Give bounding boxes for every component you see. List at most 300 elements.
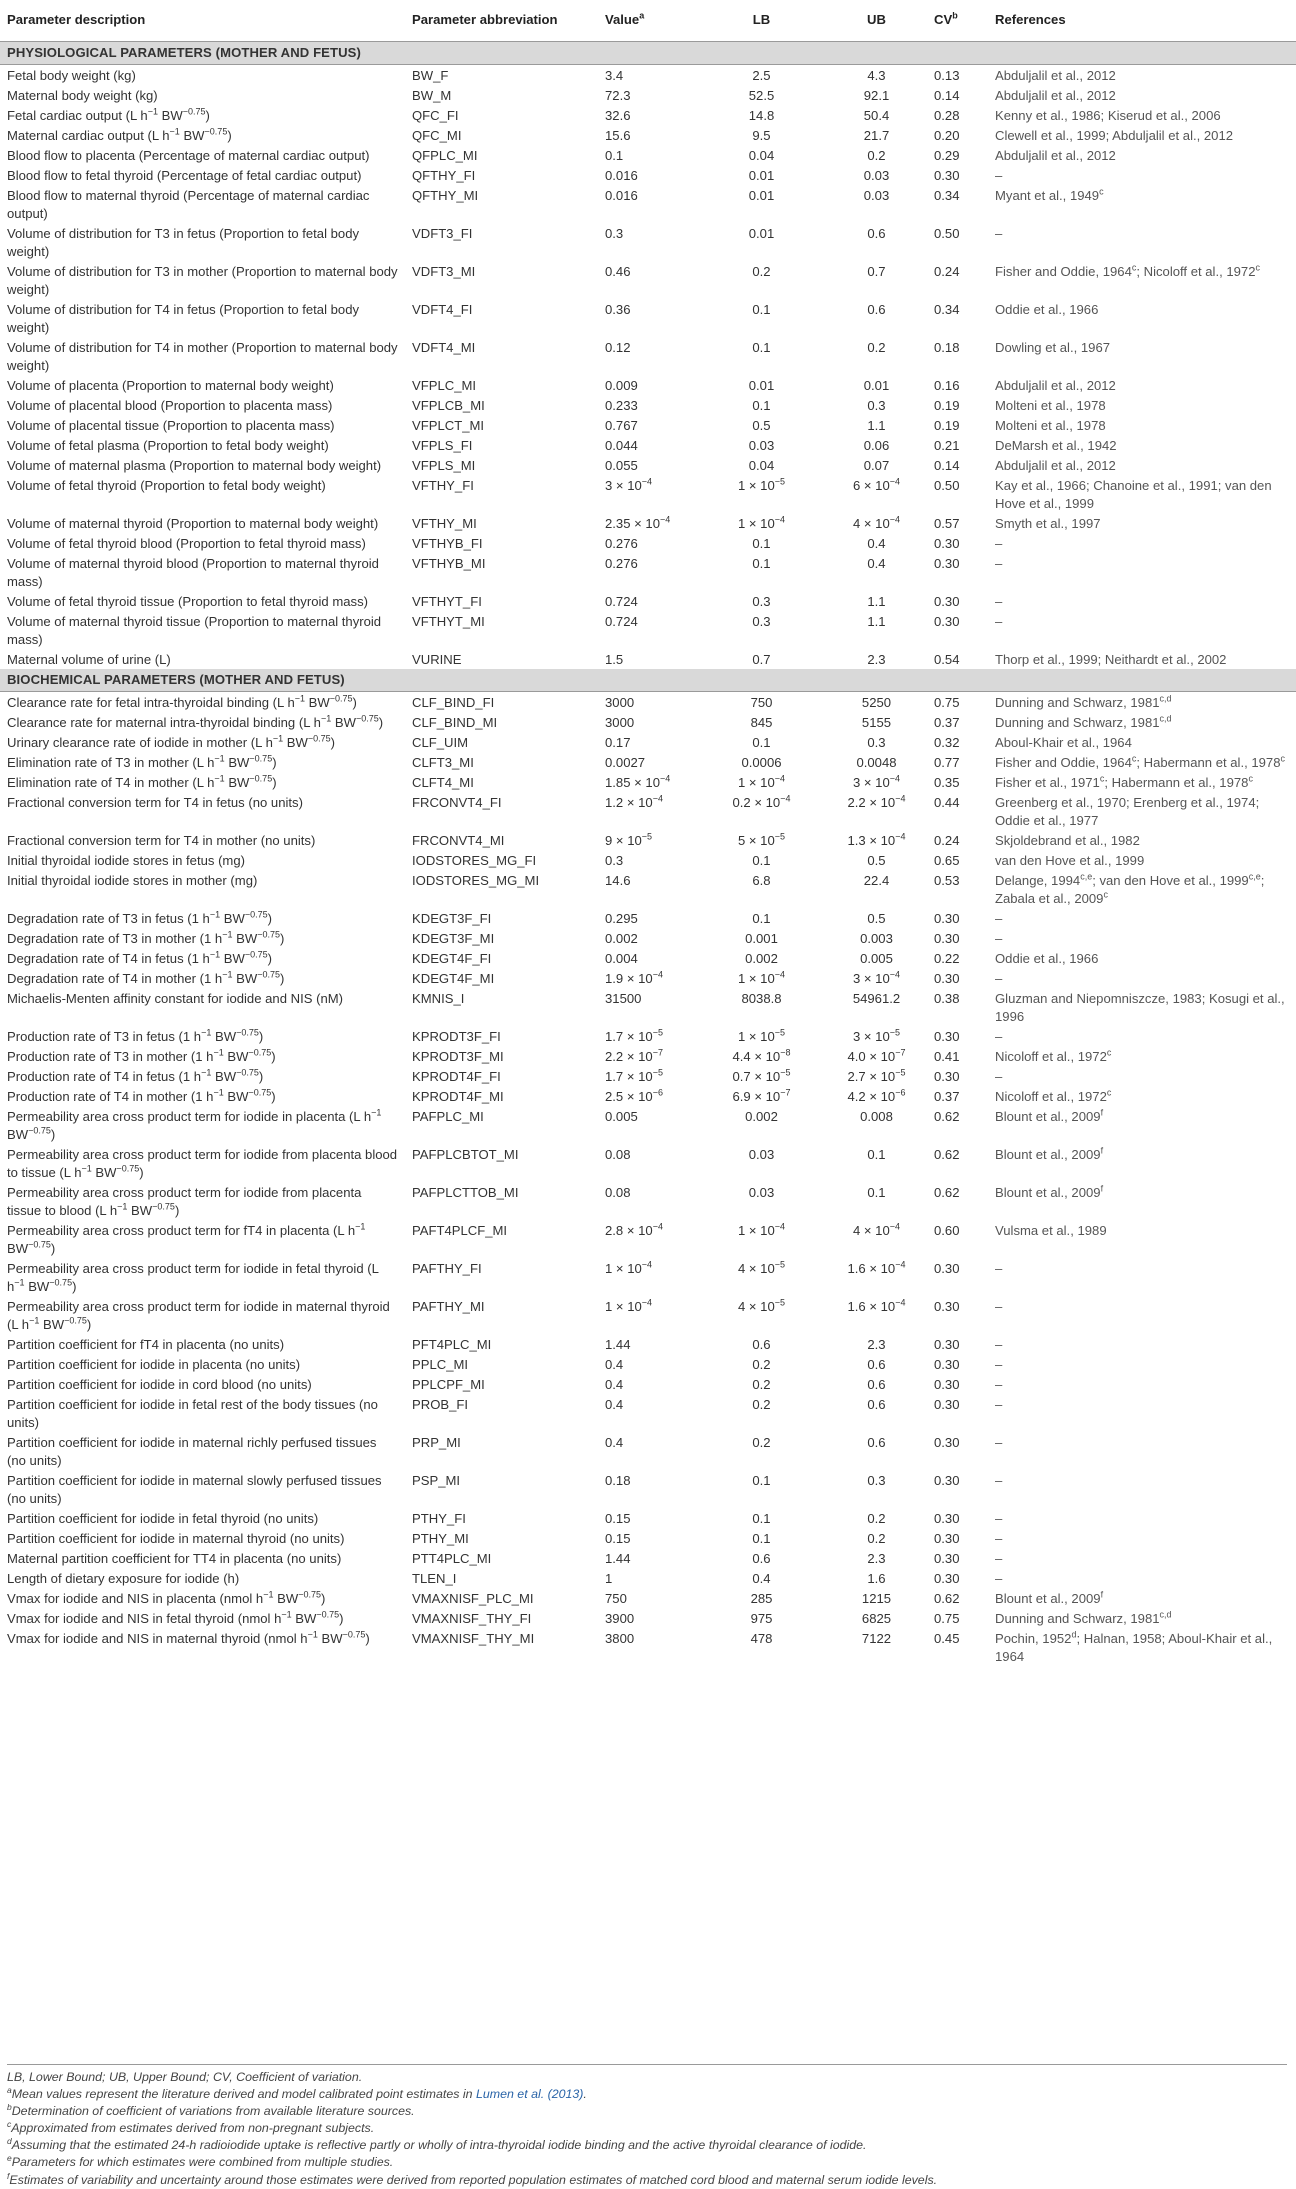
param-references: Oddie et al., 1966: [995, 301, 1099, 317]
param-cv: 0.62: [934, 1184, 960, 1200]
param-description: Elimination rate of T3 in mother (L $h^{-1}$ $BW^{-0.75}$): [7, 753, 277, 770]
param-lower-bound: $1 \times 10^{-5}$: [737, 1027, 786, 1044]
param-upper-bound: $4.2 \times 10^{-6}$: [847, 1087, 906, 1104]
table-row: [0, 772, 1296, 792]
param-description: Blood flow to fetal thyroid (Percentage of fetal cardiac output): [7, 167, 362, 183]
param-references: –: [995, 1298, 1003, 1314]
table-row: [0, 533, 1296, 553]
param-value: 0.15: [605, 1530, 631, 1546]
param-description: Degradation rate of T3 in mother (1 $h^{-1}$ $BW^{-0.75}$): [7, 929, 285, 946]
param-value: 0.1: [605, 147, 624, 163]
param-description: Permeability area cross product term for iodide from placenta blood to tissue (L $h^{-1}$ $BW^{-0.75}$): [7, 1146, 398, 1180]
param-upper-bound: 0.07: [863, 457, 890, 473]
param-upper-bound: 0.1: [867, 1146, 886, 1162]
table-row: [0, 1394, 1296, 1432]
param-references: DeMarsh et al., 1942: [995, 437, 1117, 453]
table-row: [0, 1470, 1296, 1508]
param-abbreviation: PPLCPF_MI: [412, 1376, 485, 1392]
header-cv: $CV^b$: [934, 0, 995, 41]
param-cv: 0.30: [934, 1530, 960, 1546]
param-value: 0.36: [605, 301, 631, 317]
param-cv: 0.24: [934, 263, 960, 279]
table-row: [0, 185, 1296, 223]
table-row: [0, 455, 1296, 475]
param-description: Vmax for iodide and NIS in fetal thyroid (nmol $h^{-1}$ $BW^{-0.75}$): [7, 1609, 344, 1626]
table-row: [0, 850, 1296, 870]
param-description: Volume of placenta (Proportion to maternal body weight): [7, 377, 334, 393]
param-lower-bound: 0.1: [752, 1530, 771, 1546]
param-upper-bound: 0.2: [867, 339, 886, 355]
param-description: Partition coefficient for iodide in placenta (no units): [7, 1356, 301, 1372]
param-lower-bound: 0.2: [752, 1434, 771, 1450]
param-lower-bound: $1 \times 10^{-4}$: [737, 969, 786, 986]
param-references: Abduljalil et al., 2012: [995, 67, 1116, 83]
param-value: 15.6: [605, 127, 631, 143]
footnote: $^f$Estimates of variability and uncertainty around those estimates were derived from reported population estimates of matched cord blood and maternal serum iodide levels.: [7, 2170, 938, 2187]
param-lower-bound: 478: [750, 1630, 773, 1646]
table-row: [0, 1548, 1296, 1568]
param-references: Dunning and Schwarz, 1981$^{c,d}$: [995, 713, 1172, 730]
param-upper-bound: 7122: [861, 1630, 892, 1646]
param-cv: 0.14: [934, 87, 960, 103]
param-lower-bound: 0.4: [752, 1570, 771, 1586]
table-row: [0, 1528, 1296, 1548]
table-row: [0, 1026, 1296, 1046]
param-abbreviation: KDEGT3F_MI: [412, 930, 495, 946]
param-description: Production rate of T3 in mother (1 $h^{-1}$ $BW^{-0.75}$): [7, 1047, 276, 1064]
param-description: Partition coefficient for iodide in maternal thyroid (no units): [7, 1530, 345, 1546]
param-value: 0.4: [605, 1376, 624, 1392]
param-description: Partition coefficient for iodide in maternal slowly perfused tissues (no units): [7, 1472, 382, 1506]
param-description: Partition coefficient for iodide in fetal thyroid (no units): [7, 1510, 319, 1526]
param-abbreviation: PAFPLC_MI: [412, 1108, 484, 1124]
param-value: 0.016: [605, 187, 638, 203]
param-references: Kay et al., 1966; Chanoine et al., 1991; van den Hove et al., 1999: [995, 477, 1272, 511]
param-cv: 0.30: [934, 1336, 960, 1352]
param-references: –: [995, 1550, 1003, 1566]
param-lower-bound: 0.1: [752, 397, 771, 413]
param-abbreviation: VFTHY_FI: [412, 477, 474, 493]
section-header: [0, 41, 1296, 64]
table-row: [0, 415, 1296, 435]
param-upper-bound: 1.6: [867, 1570, 886, 1586]
param-abbreviation: PTHY_MI: [412, 1530, 469, 1546]
param-abbreviation: VFTHYB_FI: [412, 535, 483, 551]
param-value: 72.3: [605, 87, 631, 103]
param-abbreviation: QFTHY_MI: [412, 187, 479, 203]
param-lower-bound: $5 \times 10^{-5}$: [737, 831, 786, 848]
table-footnotes: [7, 2064, 1287, 2189]
param-upper-bound: $6 \times 10^{-4}$: [852, 476, 901, 493]
param-value: 0.18: [605, 1472, 631, 1488]
param-value: 0.46: [605, 263, 631, 279]
param-lower-bound: 0.1: [752, 910, 771, 926]
param-references: –: [995, 535, 1003, 551]
param-lower-bound: 0.1: [752, 555, 771, 571]
param-abbreviation: PAFPLCBTOT_MI: [412, 1146, 519, 1162]
param-references: Kenny et al., 1986; Kiserud et al., 2006: [995, 107, 1221, 123]
param-lower-bound: $6.9 \times 10^{-7}$: [732, 1087, 791, 1104]
param-description: Maternal body weight (kg): [7, 87, 158, 103]
table-row: [0, 712, 1296, 732]
param-lower-bound: 14.8: [748, 107, 775, 123]
param-references: –: [995, 930, 1003, 946]
param-lower-bound: 9.5: [752, 127, 771, 143]
param-description: Blood flow to placenta (Percentage of maternal cardiac output): [7, 147, 370, 163]
param-abbreviation: VFTHYB_MI: [412, 555, 486, 571]
param-abbreviation: KPRODT4F_FI: [412, 1068, 501, 1084]
param-description: Clearance rate for maternal intra-thyroidal binding (L $h^{-1}$ $BW^{-0.75}$): [7, 713, 384, 730]
param-lower-bound: 0.7: [752, 651, 771, 667]
table-row: [0, 223, 1296, 261]
param-upper-bound: 0.5: [867, 852, 886, 868]
param-description: Initial thyroidal iodide stores in mother (mg): [7, 872, 258, 888]
param-cv: 0.50: [934, 477, 960, 493]
param-upper-bound: $2.7 \times 10^{-5}$: [847, 1067, 906, 1084]
param-abbreviation: QFTHY_FI: [412, 167, 476, 183]
param-cv: 0.30: [934, 1068, 960, 1084]
param-cv: 0.19: [934, 397, 960, 413]
param-cv: 0.30: [934, 1472, 960, 1488]
param-cv: 0.22: [934, 950, 960, 966]
param-abbreviation: PRP_MI: [412, 1434, 461, 1450]
param-references: Greenberg et al., 1970; Erenberg et al., 1974; Oddie et al., 1977: [995, 794, 1260, 828]
param-lower-bound: 8038.8: [741, 990, 782, 1006]
table-row: [0, 611, 1296, 649]
param-abbreviation: CLFT4_MI: [412, 774, 474, 790]
param-upper-bound: 0.0048: [856, 754, 897, 770]
param-abbreviation: IODSTORES_MG_FI: [412, 852, 537, 868]
param-abbreviation: VFTHY_MI: [412, 515, 477, 531]
param-lower-bound: 0.2: [752, 263, 771, 279]
param-description: Permeability area cross product term for iodide in fetal thyroid (L $h^{-1}$ $BW^{-0.75}$): [7, 1260, 379, 1294]
param-value: 0.044: [605, 437, 638, 453]
param-abbreviation: KPRODT3F_MI: [412, 1048, 504, 1064]
param-lower-bound: 0.1: [752, 535, 771, 551]
param-description: Degradation rate of T4 in fetus (1 $h^{-1}$ $BW^{-0.75}$): [7, 949, 272, 966]
param-value: 0.767: [605, 417, 638, 433]
param-lower-bound: 0.002: [745, 1108, 778, 1124]
param-cv: 0.30: [934, 555, 960, 571]
param-value: $1.7 \times 10^{-5}$: [605, 1027, 663, 1044]
param-lower-bound: 6.8: [752, 872, 771, 888]
param-upper-bound: 1.1: [867, 593, 886, 609]
param-upper-bound: $1.6 \times 10^{-4}$: [847, 1259, 906, 1276]
param-lower-bound: 0.1: [752, 339, 771, 355]
param-abbreviation: VURINE: [412, 651, 462, 667]
param-value: $1.85 \times 10^{-4}$: [605, 773, 671, 790]
param-upper-bound: 0.6: [867, 1376, 886, 1392]
param-lower-bound: 0.2: [752, 1396, 771, 1412]
param-references: Fisher and Oddie, 1964$^c$; Habermann et al., 1978$^c$: [995, 753, 1285, 770]
param-references: Nicoloff et al., 1972$^c$: [995, 1087, 1112, 1104]
param-references: –: [995, 970, 1003, 986]
param-upper-bound: 92.1: [863, 87, 890, 103]
param-cv: 0.20: [934, 127, 960, 143]
param-upper-bound: $3 \times 10^{-4}$: [852, 969, 901, 986]
param-references: Molteni et al., 1978: [995, 417, 1106, 433]
param-references: –: [995, 225, 1003, 241]
param-cv: 0.30: [934, 1028, 960, 1044]
table-row: [0, 968, 1296, 988]
param-upper-bound: 0.01: [863, 377, 890, 393]
param-description: Maternal cardiac output (L $h^{-1}$ $BW^{-0.75}$): [7, 126, 232, 143]
param-upper-bound: 0.003: [860, 930, 893, 946]
param-abbreviation: PTHY_FI: [412, 1510, 466, 1526]
param-value: 0.0027: [605, 754, 646, 770]
param-lower-bound: $1 \times 10^{-4}$: [737, 1221, 786, 1238]
param-abbreviation: VFPLC_MI: [412, 377, 477, 393]
param-upper-bound: 50.4: [863, 107, 890, 123]
param-upper-bound: 22.4: [863, 872, 890, 888]
param-description: Volume of maternal plasma (Proportion to maternal body weight): [7, 457, 382, 473]
param-lower-bound: 0.1: [752, 301, 771, 317]
param-references: Delange, 1994$^{c,e}$; van den Hove et al., 1999$^{c,e}$; Zabala et al., 2009$^c$: [995, 871, 1265, 906]
param-abbreviation: VMAXNISF_THY_FI: [412, 1610, 532, 1626]
param-cv: 0.30: [934, 1376, 960, 1392]
param-abbreviation: QFC_MI: [412, 127, 462, 143]
param-references: Abduljalil et al., 2012: [995, 457, 1116, 473]
param-abbreviation: TLEN_I: [412, 1570, 457, 1586]
param-cv: 0.65: [934, 852, 960, 868]
param-lower-bound: $4 \times 10^{-5}$: [737, 1297, 786, 1314]
table-row: [0, 145, 1296, 165]
param-lower-bound: $1 \times 10^{-5}$: [737, 476, 786, 493]
param-lower-bound: 0.03: [748, 1146, 775, 1162]
param-upper-bound: 0.03: [863, 167, 890, 183]
param-cv: 0.18: [934, 339, 960, 355]
param-description: Initial thyroidal iodide stores in fetus (mg): [7, 852, 245, 868]
param-lower-bound: 845: [750, 714, 773, 730]
param-value: 0.08: [605, 1146, 631, 1162]
param-upper-bound: 2.3: [867, 1336, 886, 1352]
param-upper-bound: 0.008: [860, 1108, 893, 1124]
param-cv: 0.53: [934, 872, 960, 888]
param-references: Molteni et al., 1978: [995, 397, 1106, 413]
table-body: [0, 41, 1296, 1666]
param-upper-bound: $3 \times 10^{-5}$: [852, 1027, 901, 1044]
param-upper-bound: 2.3: [867, 1550, 886, 1566]
table-row: [0, 1628, 1296, 1666]
param-cv: 0.45: [934, 1630, 960, 1646]
param-abbreviation: PROB_FI: [412, 1396, 469, 1412]
table-row: [0, 1086, 1296, 1106]
param-cv: 0.16: [934, 377, 960, 393]
table-row: [0, 64, 1296, 85]
param-value: 3900: [605, 1610, 635, 1626]
table-row: [0, 870, 1296, 908]
param-references: Clewell et al., 1999; Abduljalil et al., 2012: [995, 127, 1234, 143]
table-row: [0, 375, 1296, 395]
table-row: [0, 1334, 1296, 1354]
param-value: $2.2 \times 10^{-7}$: [605, 1047, 663, 1064]
param-cv: 0.30: [934, 1550, 960, 1566]
param-references: Nicoloff et al., 1972$^c$: [995, 1047, 1112, 1064]
param-lower-bound: 0.3: [752, 593, 771, 609]
table-row: [0, 908, 1296, 928]
param-value: 0.005: [605, 1108, 638, 1124]
param-description: Volume of maternal thyroid tissue (Proportion to maternal thyroid mass): [7, 613, 382, 647]
param-description: Permeability area cross product term for fT4 in placenta (L $h^{-1}$ $BW^{-0.75}$): [7, 1221, 366, 1256]
header-description: Parameter description: [0, 0, 412, 41]
param-description: Volume of distribution for T4 in mother (Proportion to maternal body weight): [7, 339, 398, 373]
param-cv: 0.44: [934, 794, 960, 810]
param-description: Partition coefficient for iodide in fetal rest of the body tissues (no units): [7, 1396, 378, 1430]
param-cv: 0.13: [934, 67, 960, 83]
param-description: Partition coefficient for fT4 in placenta (no units): [7, 1336, 285, 1352]
param-value: $3 \times 10^{-4}$: [605, 476, 653, 493]
header-row: [0, 0, 1296, 41]
param-cv: 0.28: [934, 107, 960, 123]
table-row: [0, 830, 1296, 850]
param-cv: 0.37: [934, 1088, 960, 1104]
table-row: [0, 1220, 1296, 1258]
param-description: Volume of distribution for T4 in fetus (Proportion to fetal body weight): [7, 301, 360, 335]
param-value: 0.055: [605, 457, 638, 473]
param-value: $1.7 \times 10^{-5}$: [605, 1067, 663, 1084]
param-references: Abduljalil et al., 2012: [995, 87, 1116, 103]
footnote: LB, Lower Bound; UB, Upper Bound; CV, Coefficient of variation.: [7, 2070, 363, 2084]
param-cv: 0.60: [934, 1222, 960, 1238]
param-value: $2.5 \times 10^{-6}$: [605, 1087, 663, 1104]
footnote: $^b$Determination of coefficient of variations from available literature sources.: [7, 2102, 415, 2119]
table-row: [0, 948, 1296, 968]
param-references: Fisher and Oddie, 1964$^c$; Nicoloff et al., 1972$^c$: [995, 262, 1260, 279]
param-description: Michaelis-Menten affinity constant for iodide and NIS (nM): [7, 990, 343, 1006]
param-value: $1.2 \times 10^{-4}$: [605, 793, 663, 810]
param-upper-bound: 54961.2: [852, 990, 901, 1006]
param-upper-bound: $4.0 \times 10^{-7}$: [847, 1047, 906, 1064]
param-value: $2.35 \times 10^{-4}$: [605, 514, 671, 531]
header-ub: UB: [819, 0, 934, 41]
table-row: [0, 125, 1296, 145]
param-lower-bound: 0.1: [752, 1472, 771, 1488]
param-abbreviation: BW_F: [412, 67, 449, 83]
param-upper-bound: 0.3: [867, 397, 886, 413]
param-lower-bound: 0.001: [745, 930, 778, 946]
param-description: Volume of fetal thyroid tissue (Proportion to fetal thyroid mass): [7, 593, 368, 609]
param-value: 3800: [605, 1630, 635, 1646]
param-cv: 0.75: [934, 1610, 960, 1626]
param-references: –: [995, 1510, 1003, 1526]
param-references: Dunning and Schwarz, 1981$^{c,d}$: [995, 1609, 1172, 1626]
param-cv: 0.34: [934, 187, 960, 203]
table-row: [0, 435, 1296, 455]
param-references: Skjoldebrand et al., 1982: [995, 832, 1140, 848]
table-row: [0, 553, 1296, 591]
table-row: [0, 732, 1296, 752]
param-abbreviation: PAFTHY_MI: [412, 1298, 485, 1314]
param-value: $9 \times 10^{-5}$: [605, 831, 653, 848]
footnote: $^e$Parameters for which estimates were combined from multiple studies.: [7, 2153, 394, 2170]
param-cv: 0.30: [934, 593, 960, 609]
param-cv: 0.41: [934, 1048, 960, 1064]
param-lower-bound: 0.04: [748, 457, 775, 473]
param-cv: 0.62: [934, 1146, 960, 1162]
param-lower-bound: 0.04: [748, 147, 775, 163]
param-references: Smyth et al., 1997: [995, 515, 1101, 531]
param-lower-bound: 0.1: [752, 852, 771, 868]
param-references: Abduljalil et al., 2012: [995, 147, 1116, 163]
param-references: –: [995, 1356, 1003, 1372]
param-value: 0.3: [605, 852, 624, 868]
param-abbreviation: VFPLS_FI: [412, 437, 473, 453]
param-lower-bound: 0.01: [748, 377, 775, 393]
param-references: Dunning and Schwarz, 1981$^{c,d}$: [995, 693, 1172, 710]
param-lower-bound: $4 \times 10^{-5}$: [737, 1259, 786, 1276]
param-cv: 0.34: [934, 301, 960, 317]
param-description: Volume of placental blood (Proportion to placenta mass): [7, 397, 333, 413]
param-abbreviation: PFT4PLC_MI: [412, 1336, 492, 1352]
param-upper-bound: 1215: [861, 1590, 892, 1606]
table-row: [0, 1354, 1296, 1374]
param-upper-bound: 0.6: [867, 1396, 886, 1412]
table-row: [0, 513, 1296, 533]
param-references: Blount et al., 2009$^f$: [995, 1589, 1104, 1606]
param-description: Fractional conversion term for T4 in mother (no units): [7, 832, 316, 848]
param-upper-bound: 0.06: [863, 437, 890, 453]
param-value: 0.3: [605, 225, 624, 241]
param-references: –: [995, 1068, 1003, 1084]
param-references: Dowling et al., 1967: [995, 339, 1111, 355]
footnote: $^c$Approximated from estimates derived from non-pregnant subjects.: [7, 2119, 375, 2136]
param-references: –: [995, 1376, 1003, 1392]
param-lower-bound: $0.7 \times 10^{-5}$: [732, 1067, 791, 1084]
param-references: –: [995, 1336, 1003, 1352]
section-title: BIOCHEMICAL PARAMETERS (MOTHER AND FETUS): [0, 669, 1296, 692]
param-upper-bound: 0.1: [867, 1184, 886, 1200]
param-value: 0.17: [605, 734, 631, 750]
param-references: Blount et al., 2009$^f$: [995, 1145, 1104, 1162]
param-cv: 0.38: [934, 990, 960, 1006]
param-lower-bound: $4.4 \times 10^{-8}$: [732, 1047, 791, 1064]
param-abbreviation: FRCONVT4_FI: [412, 794, 502, 810]
param-cv: 0.37: [934, 714, 960, 730]
param-abbreviation: QFPLC_MI: [412, 147, 478, 163]
param-abbreviation: VFTHYT_FI: [412, 593, 482, 609]
param-cv: 0.14: [934, 457, 960, 473]
table-row: [0, 299, 1296, 337]
param-upper-bound: 0.3: [867, 734, 886, 750]
param-lower-bound: 0.01: [748, 187, 775, 203]
param-abbreviation: KPRODT3F_FI: [412, 1028, 501, 1044]
param-upper-bound: 2.3: [867, 651, 886, 667]
param-references: van den Hove et al., 1999: [995, 852, 1145, 868]
param-value: 0.724: [605, 613, 638, 629]
param-abbreviation: VFPLCB_MI: [412, 397, 485, 413]
param-references: Thorp et al., 1999; Neithardt et al., 2002: [995, 651, 1227, 667]
param-lower-bound: 0.2: [752, 1356, 771, 1372]
param-abbreviation: QFC_FI: [412, 107, 459, 123]
param-value: 31500: [605, 990, 642, 1006]
param-lower-bound: $0.2 \times 10^{-4}$: [732, 793, 791, 810]
param-description: Urinary clearance rate of iodide in mother (L $h^{-1}$ $BW^{-0.75}$): [7, 733, 336, 750]
param-lower-bound: $1 \times 10^{-4}$: [737, 514, 786, 531]
param-references: –: [995, 1028, 1003, 1044]
param-upper-bound: 6825: [861, 1610, 892, 1626]
param-lower-bound: 0.1: [752, 1510, 771, 1526]
param-value: $1.9 \times 10^{-4}$: [605, 969, 663, 986]
table-row: [0, 165, 1296, 185]
param-references: –: [995, 1472, 1003, 1488]
table-row: [0, 1588, 1296, 1608]
param-cv: 0.77: [934, 754, 960, 770]
param-upper-bound: 0.5: [867, 910, 886, 926]
param-lower-bound: 0.03: [748, 1184, 775, 1200]
param-description: Volume of distribution for T3 in mother (Proportion to maternal body weight): [7, 263, 398, 297]
param-description: Degradation rate of T3 in fetus (1 $h^{-1}$ $BW^{-0.75}$): [7, 909, 272, 926]
param-description: Length of dietary exposure for iodide (h): [7, 1570, 240, 1586]
